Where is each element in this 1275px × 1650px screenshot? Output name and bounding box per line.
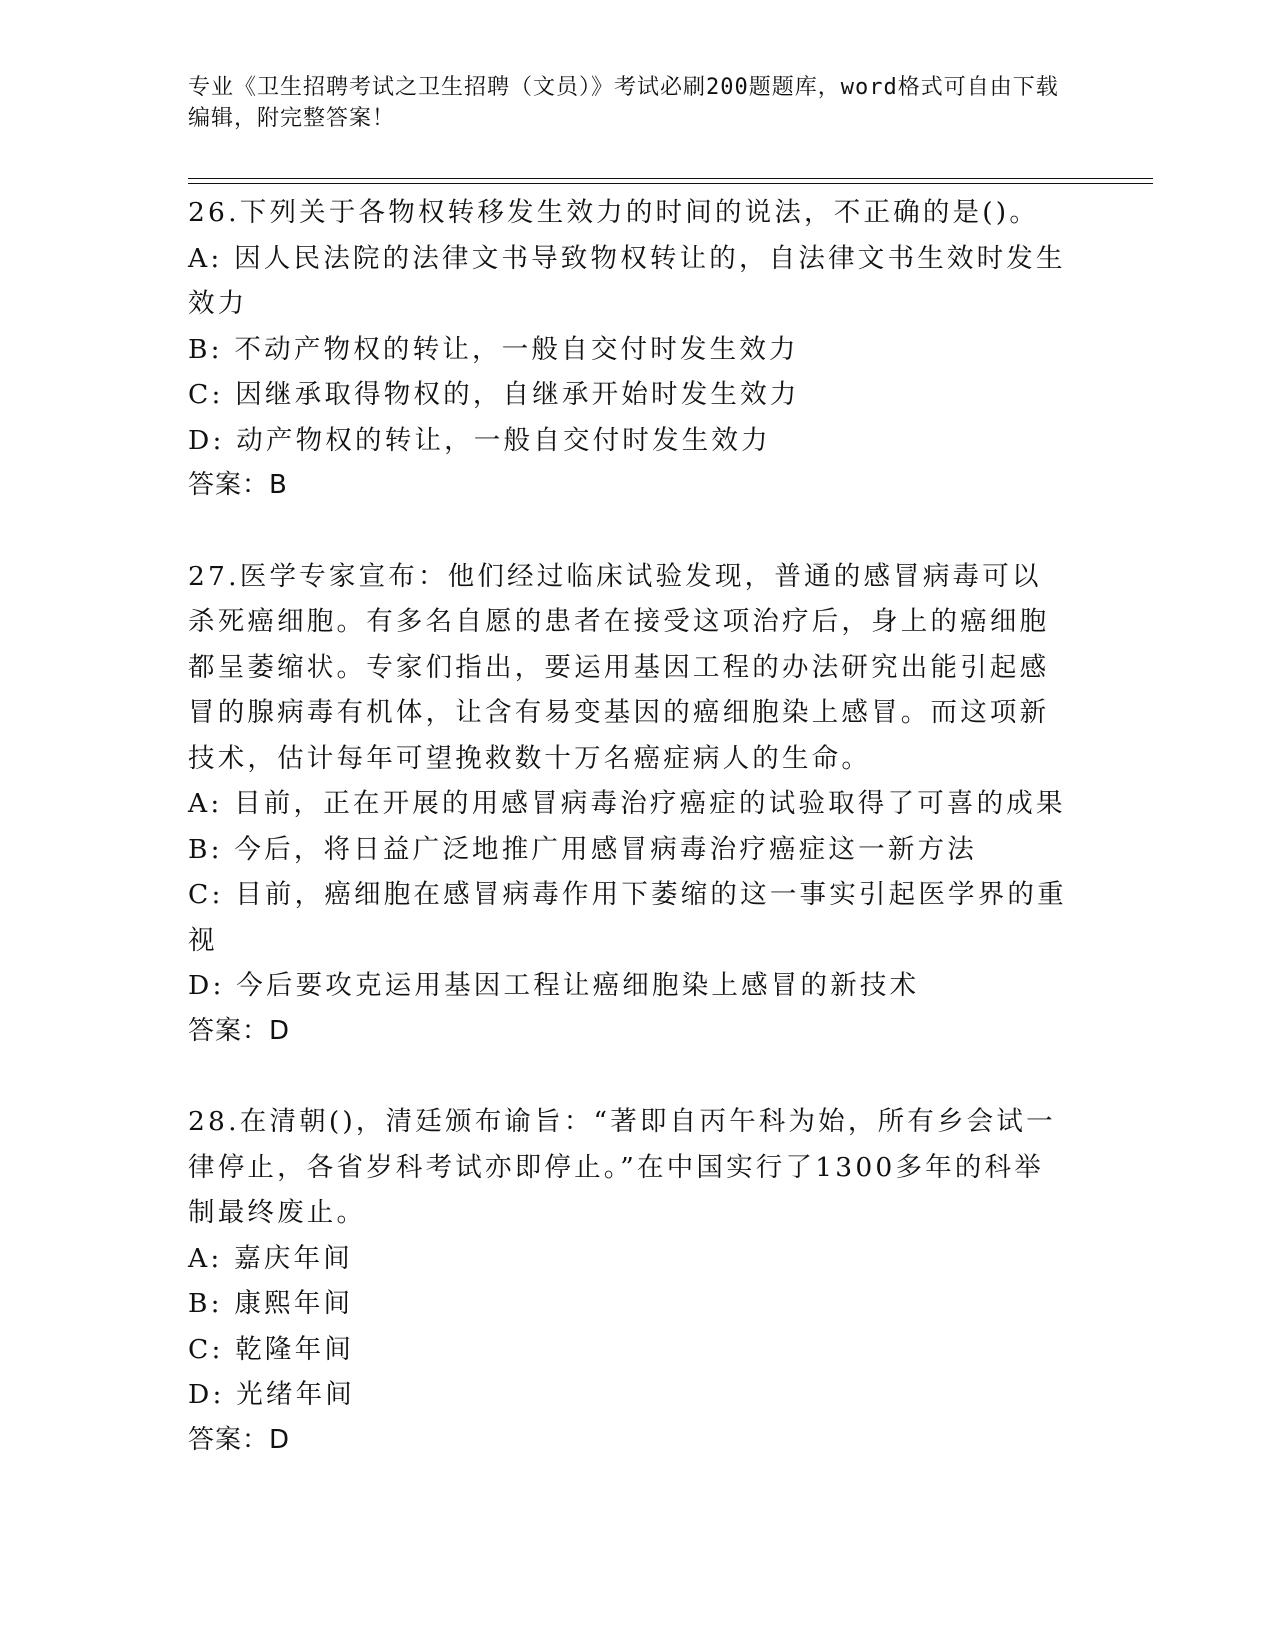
option-d: D: 动产物权的转让，一般自交付时发生效力 bbox=[188, 424, 771, 456]
option-b: B: 今后，将日益广泛地推广用感冒病毒治疗癌症这一新方法 bbox=[188, 833, 977, 865]
option-a: A: 目前，正在开展的用感冒病毒治疗癌症的试验取得了可喜的成果 bbox=[188, 788, 1066, 819]
option-d: D: 光绪年间 bbox=[188, 1379, 355, 1410]
question-stem: 26.下列关于各物权转移发生效力的时间的说法，不正确的是()。 bbox=[188, 197, 1040, 228]
question-list bbox=[188, 190, 1068, 1463]
question-28 bbox=[188, 1099, 1068, 1463]
question-spacer bbox=[188, 509, 1068, 554]
question-stem: 27.医学专家宣布：他们经过临床试验发现，普通的感冒病毒可以杀死癌细胞。有多名自愿的患者在接受这项治疗后，身上的癌细胞都呈萎缩状。专家们指出，要运用基因工程的办法研究出能引起感冒的腺病毒有机体，让含有易变基因的癌细胞染上感冒。而这项新技术，估计每年可望挽救数十万名癌症病人的生命。 bbox=[188, 560, 1050, 774]
question-stem: 28.在清朝()，清廷颁布谕旨：“著即自丙午科为始，所有乡会试一律停止，各省岁科考试亦即停止。”在中国实行了1300多年的科举制最终废止。 bbox=[188, 1106, 1056, 1228]
header-divider-top bbox=[188, 178, 1153, 179]
answer-label: 答案：D bbox=[188, 1015, 291, 1046]
document-header: 专业《卫生招聘考试之卫生招聘（文员）》考试必刷200题题库，word格式可自由下载编辑，附完整答案！ bbox=[188, 75, 1059, 131]
option-b: B: 康熙年间 bbox=[188, 1288, 354, 1319]
header-divider-bottom bbox=[188, 183, 1153, 184]
option-a: A: 嘉庆年间 bbox=[188, 1242, 353, 1274]
option-a: A: 因人民法院的法律文书导致物权转让的，自法律文书生效时发生效力 bbox=[188, 242, 1066, 319]
answer-label: 答案：B bbox=[188, 470, 288, 500]
question-spacer bbox=[188, 1054, 1068, 1099]
option-d: D: 今后要攻克运用基因工程让癌细胞染上感冒的新技术 bbox=[188, 970, 920, 1001]
question-26 bbox=[188, 190, 1068, 509]
option-c: C: 因继承取得物权的，自继承开始时发生效力 bbox=[188, 379, 800, 410]
question-27 bbox=[188, 554, 1068, 1055]
option-c: C: 乾隆年间 bbox=[188, 1333, 355, 1365]
option-c: C: 目前，癌细胞在感冒病毒作用下萎缩的这一事实引起医学界的重视 bbox=[188, 879, 1067, 956]
answer-label: 答案：D bbox=[188, 1424, 291, 1455]
option-b: B: 不动产物权的转让，一般自交付时发生效力 bbox=[188, 333, 799, 365]
